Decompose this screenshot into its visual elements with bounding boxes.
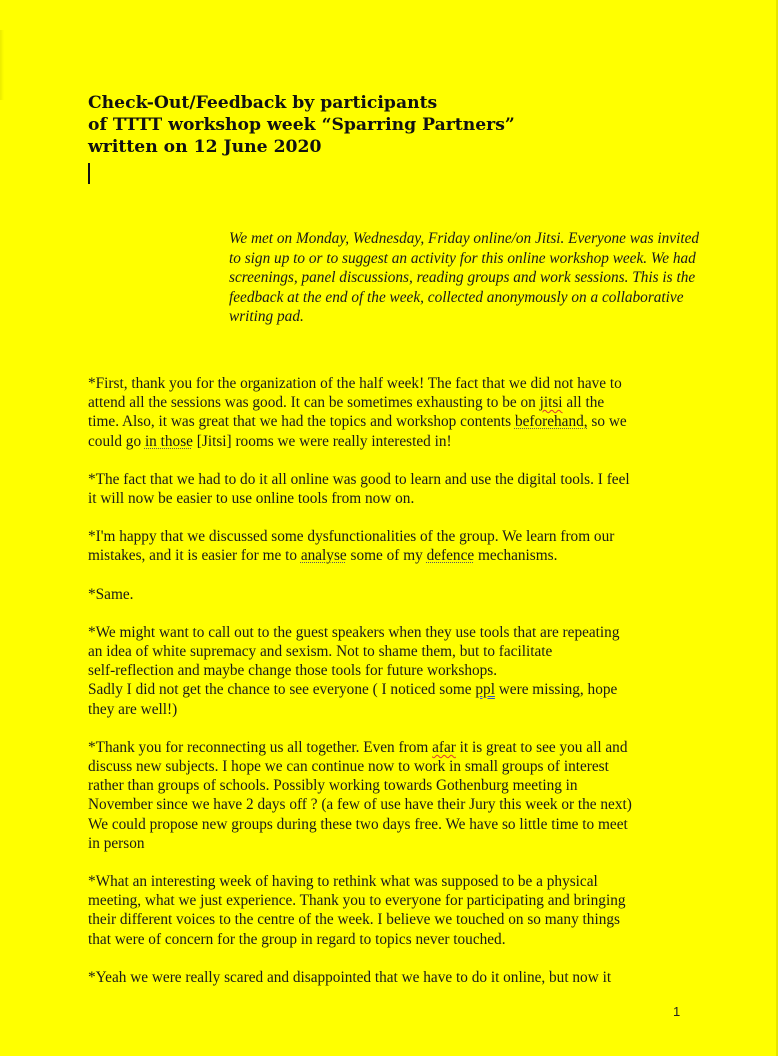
feedback-line: November since we have 2 days off ? (a few of use have their Jury this week or the next) — [88, 796, 632, 814]
feedback-line: their different voices to the centre of the week. I believe we touched on so many things — [88, 911, 620, 929]
feedback-line: We could propose new groups during these two days free. We have so little time to meet — [88, 815, 628, 833]
feedback-line: an idea of white supremacy and sexism. Not to shame them, but to facilitate — [88, 643, 553, 661]
feedback-line: meeting, what we just experience. Thank you to everyone for participating and bringing — [88, 892, 626, 910]
feedback-entry — [88, 585, 718, 604]
feedback-entry — [88, 527, 718, 565]
feedback-entry — [88, 738, 718, 853]
feedback-line: *First, thank you for the organization of the half week! The fact that we did not have to — [88, 375, 622, 392]
feedback-line: that were of concern for the group in regard to topics never touched. — [88, 930, 506, 948]
feedback-list — [88, 374, 718, 1006]
feedback-line: rather than groups of schools. Possibly working towards Gothenburg meeting in — [88, 777, 578, 795]
feedback-entry — [88, 872, 718, 949]
feedback-line: *Same. — [88, 585, 134, 603]
feedback-entry — [88, 470, 718, 508]
feedback-line: *Yeah we were really scared and disappointed that we have to do it online, but now it — [88, 968, 612, 986]
page-edge-shadow — [0, 30, 4, 100]
text-cursor[interactable] — [88, 163, 90, 184]
intro-paragraph: We met on Monday, Wednesday, Friday online/on Jitsi. Everyone was invited to sign up to or to suggest an activity for this online workshop week. We had screenings, panel discussions, reading groups and work sessions. This is the feedback at the end of the week, collected anonymously on a collaborative writing pad. — [229, 230, 700, 325]
feedback-line: discuss new subjects. I hope we can continue now to work in small groups of interest — [88, 758, 609, 776]
title-line-2: of TTTT workshop week “Sparring Partners” — [88, 115, 515, 135]
feedback-line: *I'm happy that we discussed some dysfunctionalities of the group. We learn from our — [88, 528, 615, 546]
feedback-line: self-reflection and maybe change those tools for future workshops. — [88, 662, 498, 680]
feedback-line: attend all the sessions was good. It can be sometimes exhausting to be on jitsi all the — [88, 394, 605, 412]
feedback-line: in person — [88, 834, 145, 852]
feedback-line: Sadly I did not get the chance to see everyone ( I noticed some ppl were missing, hope — [88, 681, 618, 699]
feedback-line: time. Also, it was great that we had the topics and workshop contents beforehand, so we — [88, 413, 627, 431]
feedback-line: could go in those [Jitsi] rooms we were really interested in! — [88, 432, 452, 450]
feedback-entry — [88, 374, 718, 451]
page-number: 1 — [673, 1004, 681, 1019]
feedback-line: *The fact that we had to do it all online was good to learn and use the digital tools. I feel — [88, 470, 630, 488]
feedback-line: *We might want to call out to the guest speakers when they use tools that are repeating — [88, 623, 620, 641]
feedback-entry — [88, 968, 718, 987]
feedback-entry — [88, 623, 718, 719]
title-line-1: Check-Out/Feedback by participants — [88, 93, 438, 113]
feedback-line: it will now be easier to use online tools from now on. — [88, 490, 415, 508]
feedback-line: *What an interesting week of having to rethink what was supposed to be a physical — [88, 873, 598, 891]
feedback-line: they are well!) — [88, 700, 178, 718]
feedback-line: mistakes, and it is easier for me to analyse some of my defence mechanisms. — [88, 547, 558, 565]
title-line-3: written on 12 June 2020 — [88, 137, 322, 157]
document-title — [88, 92, 515, 158]
feedback-line: *Thank you for reconnecting us all together. Even from afar it is great to see you all and — [88, 738, 628, 756]
